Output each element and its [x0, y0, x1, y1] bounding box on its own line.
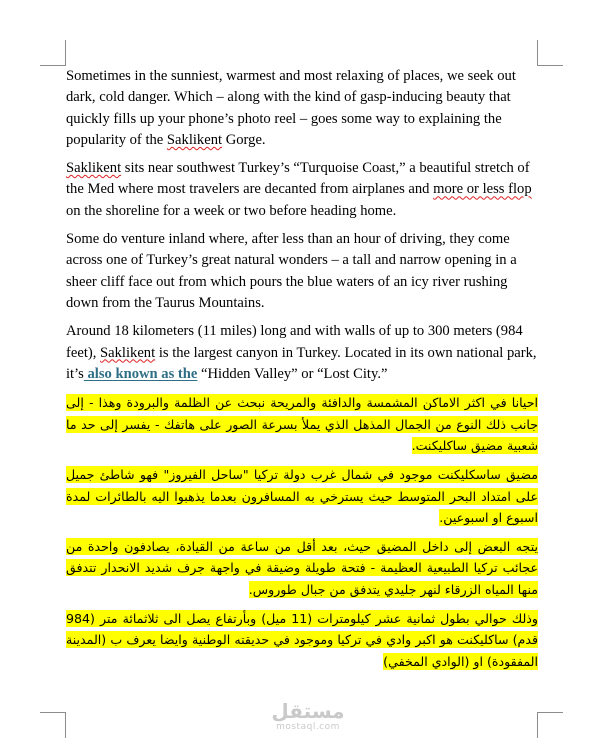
watermark-domain: mostaql.com — [276, 722, 340, 732]
ar-paragraph-1 — [66, 392, 538, 457]
spelling-flag: Saklikent — [100, 344, 156, 361]
crop-mark-bottom-left-h — [40, 712, 66, 713]
watermark-logo — [268, 700, 348, 733]
en-p4-text-mid: is the largest canyon in Turkey. Located in its own national park, it’s — [66, 344, 537, 382]
ar-p2-highlighted: مضيق ساسكليكنت موجود في شمال غرب دولة تركيا "ساحل الفيروز" فهو شاطئ جميل على امتداد البحر المتوسط حيث يسترخي به المسافرون بعدما يذهبوا اليه بالطائرات لمدة اسبوع او اسبوعين. — [66, 466, 538, 526]
en-paragraph-2 — [66, 158, 538, 222]
en-p2-text: sits near southwest Turkey’s “Turquoise Coast,” a beautiful stretch of the Med where most travelers are decanted from airplanes and — [66, 160, 530, 198]
ar-paragraph-2 — [66, 464, 538, 529]
en-paragraph-3: Some do venture inland where, after less than an hour of driving, they come across one of Turkey’s great natural wonders – a tall and narrow opening in a sheer cliff face out from which pours the blue waters of an icy river rushing down from the Taurus Mountains. — [66, 231, 517, 311]
spelling-flag: Saklikent — [166, 131, 223, 148]
spelling-flag: Saklikent — [66, 160, 122, 177]
ar-p1-highlighted: احيانا في اكثر الاماكن المشمسة والدافئة والمريحة نبحث عن الظلمة والبرودة وهذا - إلى جانب ذلك النوع من الجمال المذهل الذي يملأ بسرعة الصور على هاتفك - يفسر إلى حد ما شعبية مضيق ساكليكنت. — [66, 395, 538, 454]
english-section — [66, 66, 538, 385]
ar-p3-highlighted: يتجه البعض إلى داخل المضيق حيث، بعد أقل من ساعة من القيادة، يصادفون واحدة من عجائب تركيا الطبيعية العظيمة - فتحة طويلة وضيقة في واجهة جرف شديد الانحدار تتدفق منها المياه الزرقاء لنهر جليدي يتدفق من جبال طوروس. — [66, 538, 538, 597]
arabic-section — [66, 392, 538, 672]
en-paragraph-1 — [66, 66, 538, 151]
crop-mark-top-right-v — [537, 40, 538, 66]
crop-mark-bottom-left-v — [65, 712, 66, 738]
ar-p4-highlighted: وذلك حوالي بطول ثمانية عشر كيلومترات (11 ميل) وبأرتفاع يصل الى ثلاثمائة متر (984 قدم) ساكليكنت هو اكبر وادي في تركيا وموجود في حديقته الوطنية وايضا يعرف ب (المدينة المفقودة) او (الوادي المخفي) — [66, 610, 538, 669]
crop-mark-top-left-h — [40, 65, 66, 66]
hyperlink-also-known[interactable]: also known as the — [83, 365, 198, 382]
crop-mark-bottom-right-v — [537, 712, 538, 738]
en-p1-text: Sometimes in the sunniest, warmest and most relaxing of places, we seek out dark, cold danger. Which – along with the kind of gasp-inducing beauty that quickly fills up your phone’s photo reel – goes some way to explaining the popularity of the — [66, 68, 516, 148]
document-body — [66, 66, 538, 679]
ar-paragraph-3 — [66, 536, 538, 601]
en-paragraph-4 — [66, 321, 538, 385]
en-p4-text: Around 18 kilometers (11 miles) long and with walls of up to 300 meters (984 feet), — [66, 323, 523, 361]
en-p4-text-end: “Hidden Valley” or “Lost City.” — [197, 365, 388, 382]
en-p2-text-end: on the shoreline for a week or two before heading home. — [66, 202, 397, 219]
en-p1-text-end: Gorge. — [222, 131, 266, 148]
crop-mark-top-right-h — [537, 65, 563, 66]
crop-mark-bottom-right-h — [537, 712, 563, 713]
ar-paragraph-4 — [66, 608, 538, 673]
crop-mark-top-left-v — [65, 40, 66, 66]
grammar-flag: more or less flop — [433, 181, 532, 198]
watermark-arabic: مستقل — [271, 699, 345, 723]
